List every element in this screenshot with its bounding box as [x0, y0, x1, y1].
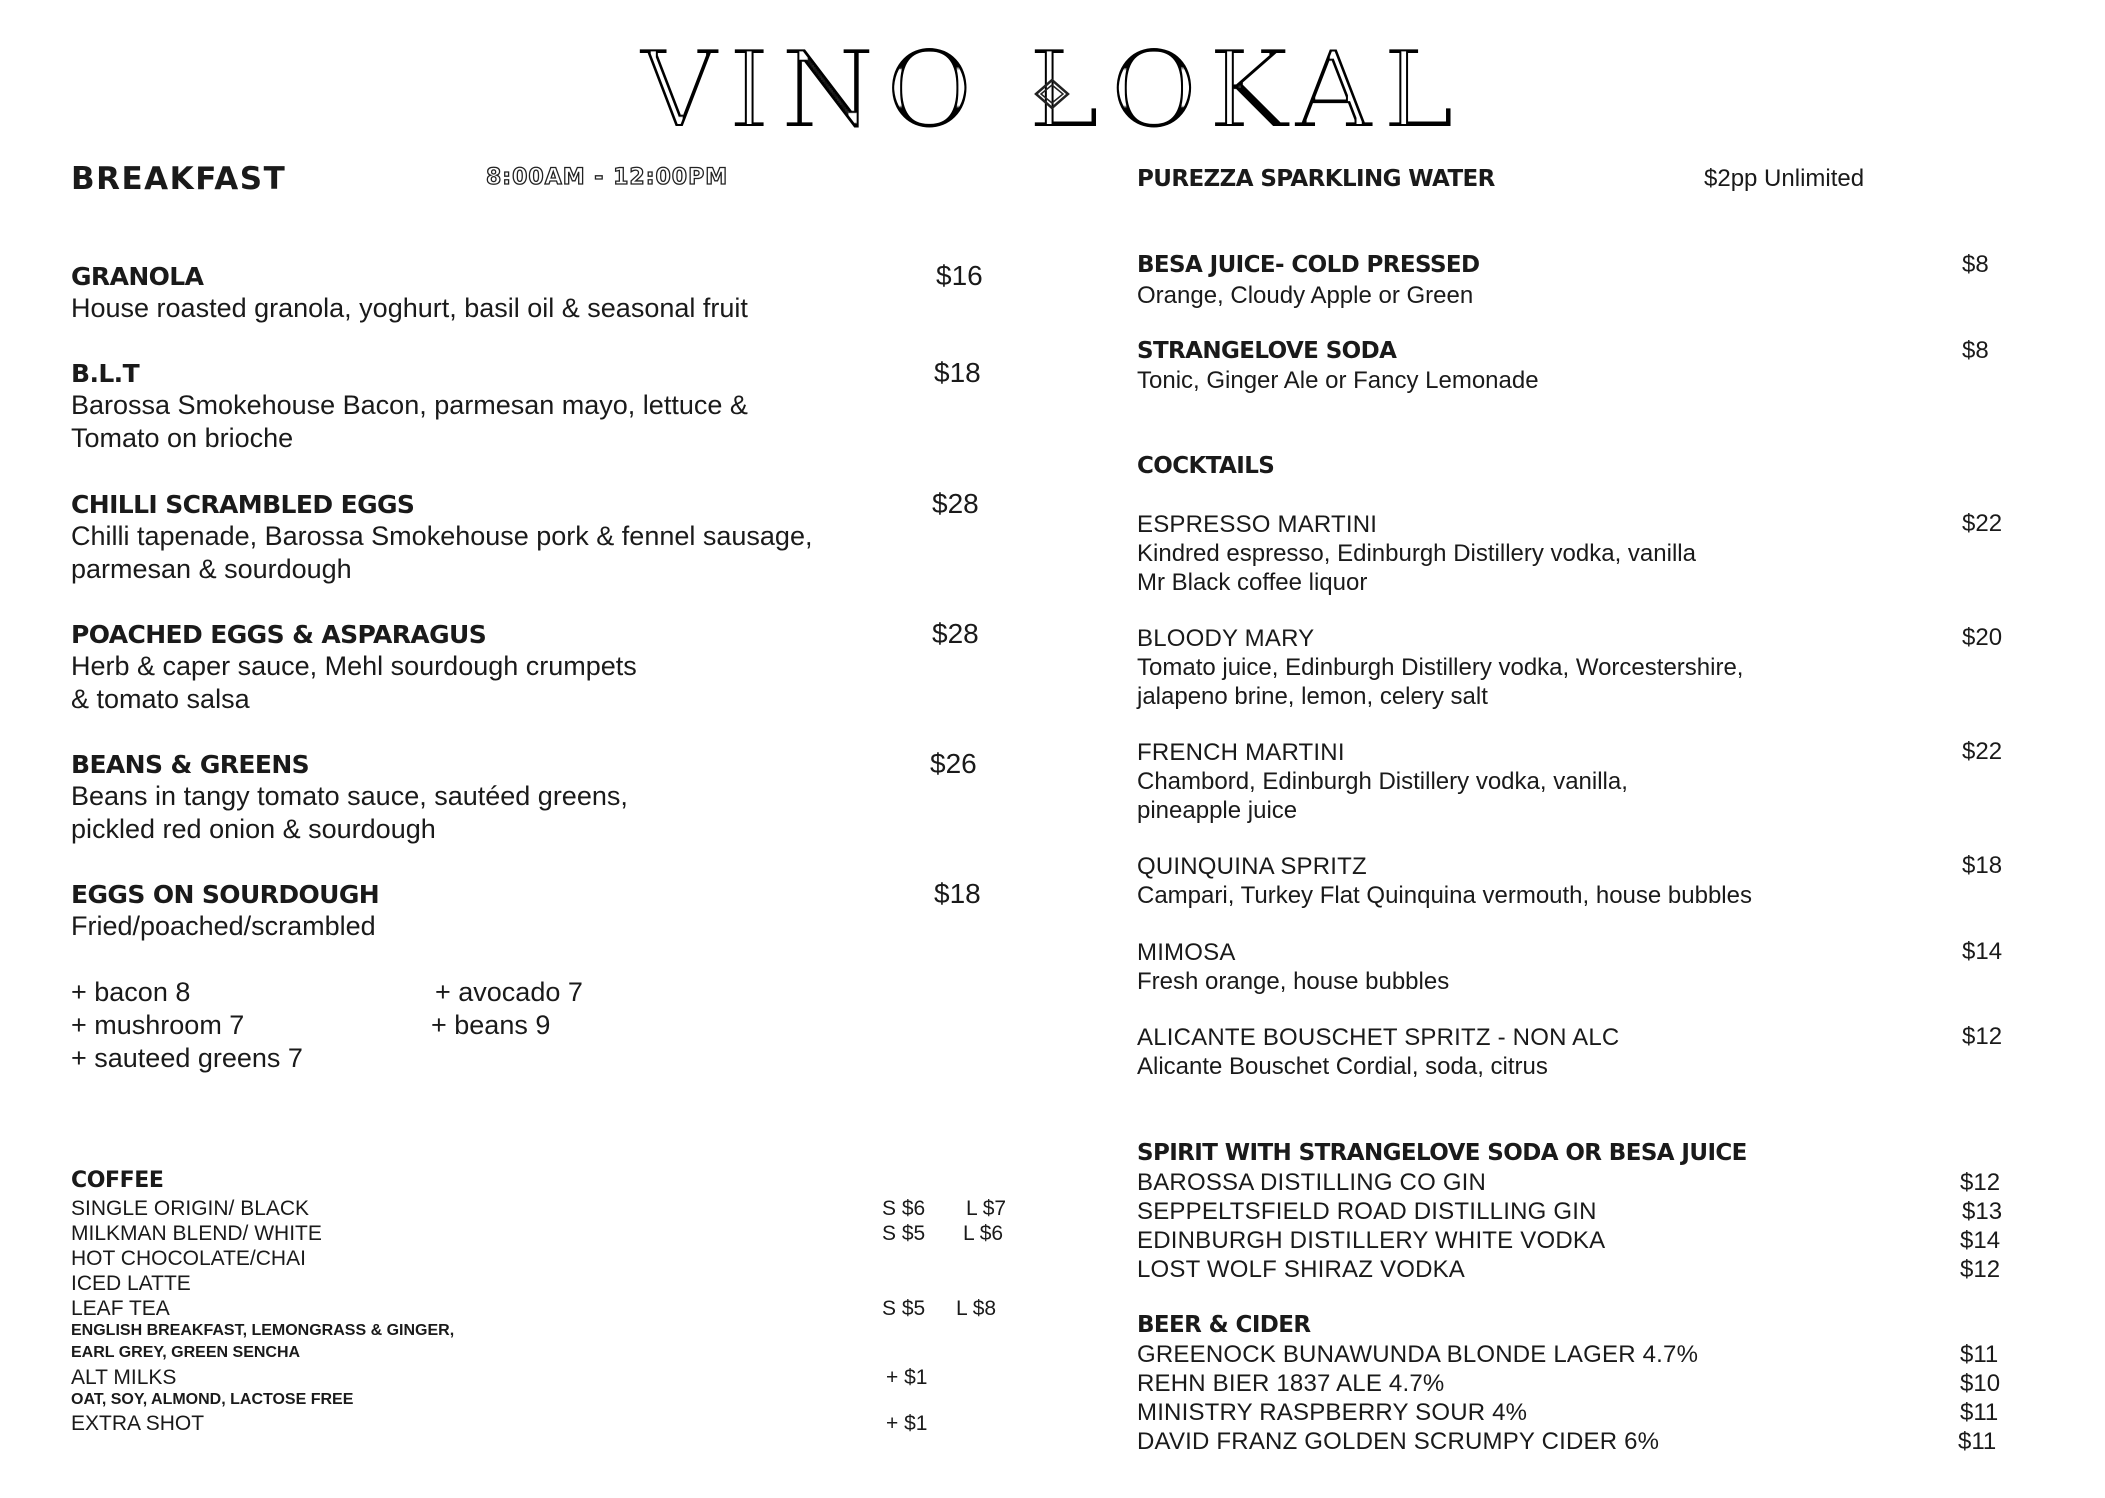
menu-item-price: $26 [930, 748, 977, 779]
coffee-subitem: OAT, SOY, ALMOND, LACTOSE FREE [71, 1391, 354, 1408]
cocktail-desc: Fresh orange, house bubbles [1137, 968, 1450, 995]
menu-item-desc: Herb & caper sauce, Mehl sourdough crumpets [71, 651, 637, 681]
cocktail-desc: Campari, Turkey Flat Quinquina vermouth, house bubbles [1137, 882, 1752, 909]
spirit-name: BAROSSA DISTILLING CO GIN [1137, 1169, 1487, 1196]
water-price: $2pp Unlimited [1704, 165, 1865, 192]
extra-item: + beans 9 [431, 1010, 551, 1040]
cocktail-desc: pineapple juice [1137, 797, 1298, 824]
cocktail-price: $14 [1962, 938, 2003, 965]
cocktail-price: $12 [1962, 1023, 2003, 1050]
drink-desc: Orange, Cloudy Apple or Green [1137, 282, 1474, 309]
menu-item-price: $18 [934, 357, 981, 388]
menu-item-name: B.L.T [71, 359, 140, 388]
cocktail-desc: Mr Black coffee liquor [1137, 569, 1368, 596]
beer-price: $11 [1960, 1341, 1999, 1368]
coffee-price-small: + $1 [886, 1412, 928, 1435]
cocktail-name: QUINQUINA SPRITZ [1137, 853, 1367, 880]
spirit-price: $12 [1960, 1169, 2001, 1196]
coffee-price-large: L $7 [966, 1197, 1007, 1220]
cocktail-name: MIMOSA [1137, 939, 1236, 966]
cocktail-price: $18 [1962, 852, 2003, 879]
extra-item: + mushroom 7 [71, 1010, 245, 1040]
cocktail-name: ALICANTE BOUSCHET SPRITZ - NON ALC [1137, 1024, 1620, 1051]
breakfast-title: BREAKFAST [71, 161, 287, 197]
menu-item-desc: Fried/poached/scrambled [71, 911, 376, 941]
menu-item-desc: House roasted granola, yoghurt, basil oil & seasonal fruit [71, 293, 748, 323]
cocktail-price: $22 [1962, 738, 2003, 765]
cocktail-desc: Kindred espresso, Edinburgh Distillery vodka, vanilla [1137, 540, 1696, 567]
breakfast-hours: 8:00AM - 12:00PM [486, 165, 729, 190]
drink-name: BESA JUICE- COLD PRESSED [1137, 252, 1480, 278]
menu-item-price: $18 [934, 878, 981, 909]
menu-item-desc: & tomato salsa [71, 684, 250, 714]
beer-title: BEER & CIDER [1137, 1312, 1311, 1338]
logo-text: VINO LOKAL [639, 42, 1465, 142]
coffee-subitem: EARL GREY, GREEN SENCHA [71, 1344, 301, 1361]
beer-name: GREENOCK BUNAWUNDA BLONDE LAGER 4.7% [1137, 1341, 1699, 1368]
beer-name: MINISTRY RASPBERRY SOUR 4% [1137, 1399, 1528, 1426]
cocktail-price: $20 [1962, 624, 2003, 651]
coffee-item: ALT MILKS [71, 1366, 177, 1389]
coffee-price-large: L $6 [963, 1222, 1004, 1245]
spirit-price: $14 [1960, 1227, 2001, 1254]
spirit-name: LOST WOLF SHIRAZ VODKA [1137, 1256, 1466, 1283]
coffee-price-large: L $8 [956, 1297, 997, 1320]
coffee-title: COFFEE [71, 1168, 164, 1193]
spirit-name: SEPPELTSFIELD ROAD DISTILLING GIN [1137, 1198, 1597, 1225]
coffee-subitem: ENGLISH BREAKFAST, LEMONGRASS & GINGER, [71, 1322, 455, 1339]
extra-item: + bacon 8 [71, 977, 191, 1007]
cocktail-name: BLOODY MARY [1137, 625, 1315, 652]
menu-item-desc: Chilli tapenade, Barossa Smokehouse pork & fennel sausage, [71, 521, 813, 551]
spirit-name: EDINBURGH DISTILLERY WHITE VODKA [1137, 1227, 1606, 1254]
menu-item-price: $16 [936, 260, 983, 291]
cocktail-price: $22 [1962, 510, 2003, 537]
menu-item-price: $28 [932, 488, 979, 519]
cocktails-title: COCKTAILS [1137, 453, 1275, 479]
coffee-price-small: S $6 [882, 1197, 926, 1220]
spirit-price: $13 [1962, 1198, 2003, 1225]
coffee-item: EXTRA SHOT [71, 1412, 205, 1435]
menu-item-name: POACHED EGGS & ASPARAGUS [71, 620, 487, 649]
menu-item-desc: pickled red onion & sourdough [71, 814, 436, 844]
menu-item-desc: Tomato on brioche [71, 423, 294, 453]
coffee-price-small: + $1 [886, 1366, 928, 1389]
menu-item-name: CHILLI SCRAMBLED EGGS [71, 490, 415, 519]
cocktail-desc: jalapeno brine, lemon, celery salt [1137, 683, 1488, 710]
beer-name: REHN BIER 1837 ALE 4.7% [1137, 1370, 1445, 1397]
coffee-item: HOT CHOCOLATE/CHAI [71, 1247, 306, 1270]
cocktail-desc: Alicante Bouschet Cordial, soda, citrus [1137, 1053, 1548, 1080]
beer-price: $11 [1960, 1399, 1999, 1426]
water-name: PUREZZA SPARKLING WATER [1137, 166, 1495, 192]
beer-price: $11 [1958, 1428, 1997, 1455]
drink-price: $8 [1962, 337, 1989, 364]
cocktail-desc: Tomato juice, Edinburgh Distillery vodka, Worcestershire, [1137, 654, 1744, 681]
menu-item-desc: Barossa Smokehouse Bacon, parmesan mayo, lettuce & [71, 390, 748, 420]
menu-item-name: EGGS ON SOURDOUGH [71, 880, 380, 909]
coffee-item: LEAF TEA [71, 1297, 170, 1320]
coffee-price-small: S $5 [882, 1222, 926, 1245]
beer-price: $10 [1960, 1370, 2001, 1397]
cocktail-name: ESPRESSO MARTINI [1137, 511, 1378, 538]
menu-item-name: BEANS & GREENS [71, 750, 310, 779]
drink-price: $8 [1962, 251, 1989, 278]
coffee-item: MILKMAN BLEND/ WHITE [71, 1222, 322, 1245]
coffee-price-small: S $5 [882, 1297, 926, 1320]
extra-item: + sauteed greens 7 [71, 1043, 303, 1073]
menu-item-desc: parmesan & sourdough [71, 554, 352, 584]
extra-item: + avocado 7 [435, 977, 583, 1007]
brand-logo [0, 42, 2105, 142]
spirit-price: $12 [1960, 1256, 2001, 1283]
spirits-title: SPIRIT WITH STRANGELOVE SODA OR BESA JUICE [1137, 1140, 1747, 1166]
menu-item-price: $28 [932, 618, 979, 649]
drink-name: STRANGELOVE SODA [1137, 338, 1397, 364]
drink-desc: Tonic, Ginger Ale or Fancy Lemonade [1137, 367, 1539, 394]
beer-name: DAVID FRANZ GOLDEN SCRUMPY CIDER 6% [1137, 1428, 1660, 1455]
cocktail-desc: Chambord, Edinburgh Distillery vodka, vanilla, [1137, 768, 1628, 795]
menu-item-name: GRANOLA [71, 262, 204, 291]
menu-item-desc: Beans in tangy tomato sauce, sautéed greens, [71, 781, 628, 811]
coffee-item: ICED LATTE [71, 1272, 191, 1295]
coffee-item: SINGLE ORIGIN/ BLACK [71, 1197, 310, 1220]
cocktail-name: FRENCH MARTINI [1137, 739, 1345, 766]
